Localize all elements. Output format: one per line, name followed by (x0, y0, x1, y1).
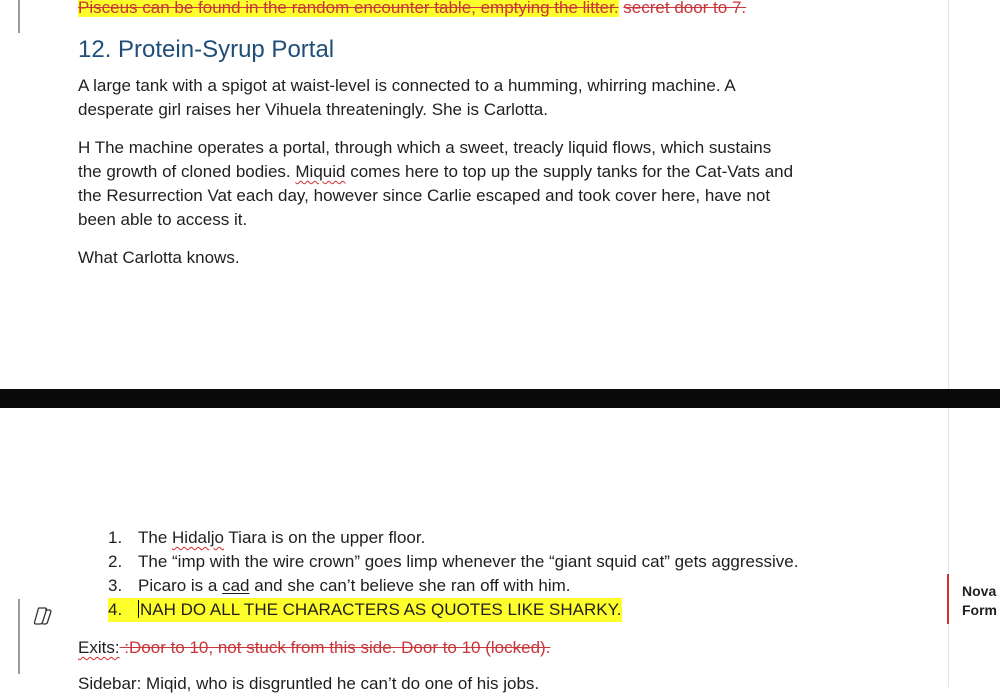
list-item[interactable] (78, 550, 878, 574)
comment-card[interactable] (947, 574, 1000, 624)
list-number: 1. (108, 528, 123, 547)
paragraph-line: desperate girl raises her Vihuela threateningly. She is Carlotta. (78, 100, 548, 119)
list-item-text (138, 598, 622, 622)
list-item-text: The “imp with the wire crown” goes limp whenever the “giant squid cat” gets aggressive. (138, 552, 799, 571)
exits-line[interactable] (78, 636, 828, 660)
text-run: the growth of cloned bodies. (78, 162, 296, 181)
paragraph-line: H The machine operates a portal, through which a sweet, treacly liquid flows, which sustains (78, 138, 772, 157)
paragraph-3[interactable]: What Carlotta knows. (78, 248, 240, 267)
deleted-text: secret door to 7. (623, 0, 747, 17)
deleted-text: Door to 10 (locked). (396, 638, 551, 657)
paragraph-line (78, 160, 828, 184)
paragraph-line: the Resurrection Vat each day, however since Carlie escaped and took cover here, have not (78, 186, 771, 205)
list-item-text (138, 526, 425, 550)
list-number: 2. (108, 552, 123, 571)
paragraph-2[interactable] (78, 136, 828, 232)
list-item-text (138, 574, 571, 598)
list-item-highlighted[interactable] (78, 598, 878, 622)
text-run: and she can’t believe she ran off with him. (249, 576, 571, 595)
deleted-text: :Door to 10, not stuck from this side. (119, 638, 397, 657)
sidebar-line[interactable]: Sidebar: Miqid, who is disgruntled he can’t do one of his jobs. (78, 674, 540, 693)
text-cursor (138, 600, 139, 618)
deleted-highlighted-text: Pisceus can be found in the random encounter table, emptying the litter. (78, 0, 619, 17)
spelling-error-word[interactable]: Miquid (295, 162, 346, 181)
spelling-error-word[interactable]: Hidaljo (172, 528, 225, 547)
paragraph-line: been able to access it. (78, 210, 248, 229)
numbered-list[interactable] (78, 526, 878, 622)
text-run: Tiara is on the upper floor. (224, 528, 426, 547)
exits-label: Exits: (78, 638, 120, 657)
list-number: 4. (108, 598, 138, 622)
underlined-word: cad (222, 576, 250, 595)
paragraph-1[interactable] (78, 74, 828, 122)
text-run: NAH DO ALL THE CHARACTERS AS QUOTES LIKE SHARKY. (140, 600, 622, 619)
text-run: comes here to top up the supply tanks for the Cat-Vats and (345, 162, 794, 181)
text-run: Picaro is a (138, 576, 223, 595)
copilot-icon[interactable] (32, 605, 54, 627)
change-bar-bottom (18, 599, 20, 674)
paragraph-line: A large tank with a spigot at waist-level is connected to a humming, whirring machine. A (78, 76, 736, 95)
list-number: 3. (108, 576, 123, 595)
comment-author: Nova (962, 583, 997, 599)
list-item[interactable] (78, 574, 878, 598)
section-heading[interactable]: 12. Protein-Syrup Portal (78, 36, 335, 63)
comment-subtitle: Form (962, 602, 997, 618)
tracked-deletion-line[interactable] (78, 0, 828, 20)
change-bar-top (18, 0, 20, 33)
page-break-gap (0, 389, 1000, 408)
text-run: The (138, 528, 173, 547)
list-item[interactable] (78, 526, 878, 550)
